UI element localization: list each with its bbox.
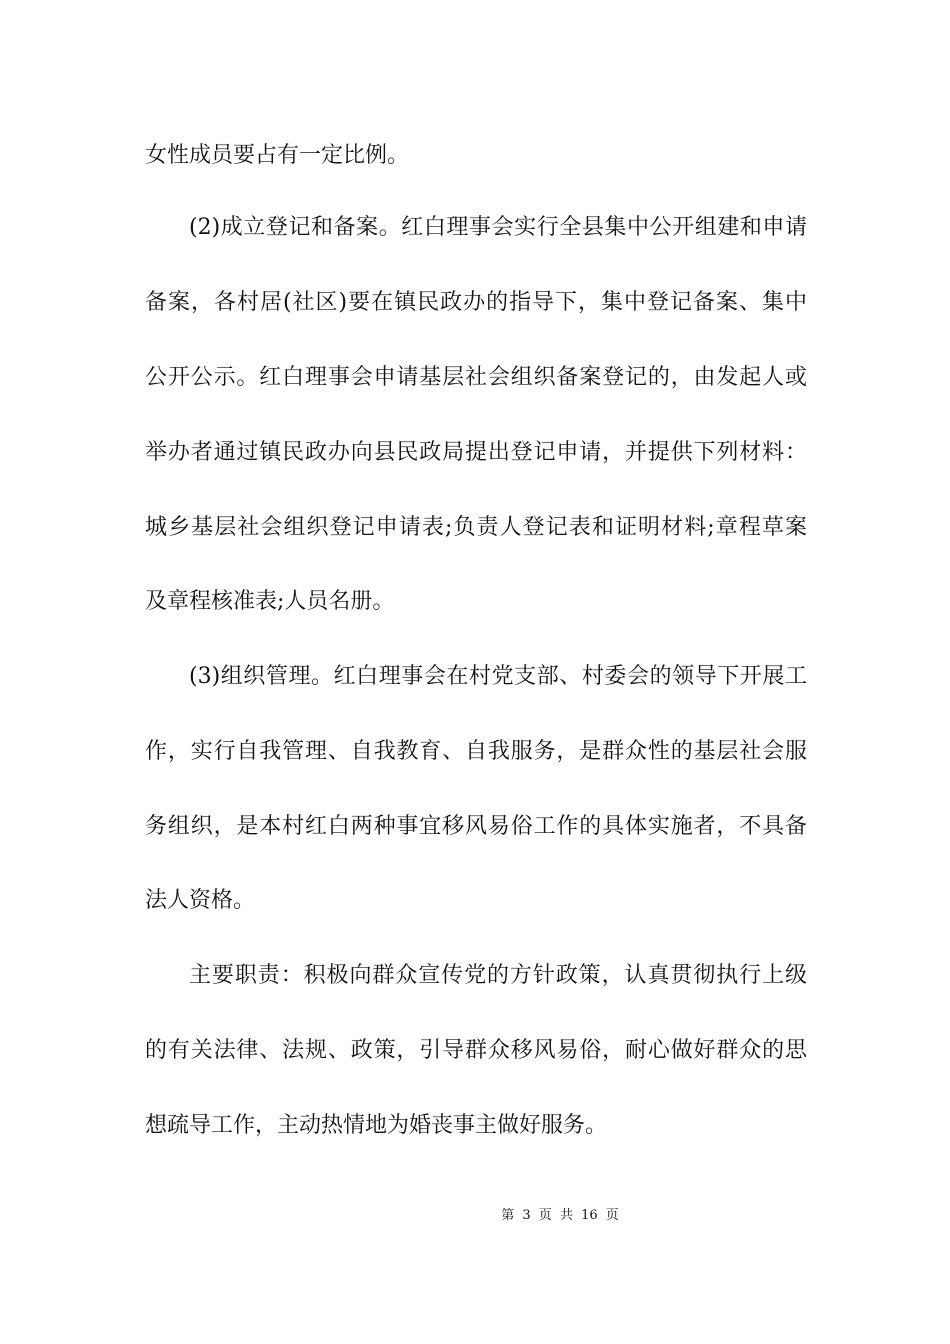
current-page-number: 3: [522, 1208, 531, 1223]
footer-suffix: 页: [605, 1208, 619, 1223]
footer-total-word: 共: [559, 1208, 573, 1223]
page-footer: [0, 1207, 950, 1225]
text-line: 法人资格。: [145, 888, 256, 913]
text-line: 女性成员要占有一定比例。: [145, 143, 410, 168]
text-line: (3)组织管理。红白理事会在村党支部、村委会的领导下开展工: [189, 664, 807, 689]
footer-prefix: 第: [501, 1208, 515, 1223]
total-page-count: 16: [581, 1208, 598, 1223]
text-line: 公开公示。红白理事会申请基层社会组织备案登记的，由发起人或: [145, 365, 807, 390]
text-line: 城乡基层社会组织登记申请表;负责人登记表和证明材料;章程草案: [145, 515, 807, 540]
text-line: (2)成立登记和备案。红白理事会实行全县集中公开组建和申请: [189, 215, 807, 240]
text-line: 举办者通过镇民政办向县民政局提出登记申请，并提供下列材料：: [145, 440, 807, 465]
text-line: 务组织，是本村红白两种事宜移风易俗工作的具体实施者，不具备: [145, 814, 807, 839]
text-line: 作，实行自我管理、自我教育、自我服务，是群众性的基层社会服: [145, 739, 807, 764]
text-line: 想疏导工作，主动热情地为婚丧事主做好服务。: [145, 1113, 608, 1138]
text-line: 备案，各村居(社区)要在镇民政办的指导下，集中登记备案、集中: [145, 290, 807, 315]
footer-page-word: 页: [538, 1208, 552, 1223]
text-line: 的有关法律、法规、政策，引导群众移风易俗，耐心做好群众的思: [145, 1038, 807, 1063]
text-line: 主要职责：积极向群众宣传党的方针政策，认真贯彻执行上级: [189, 963, 807, 988]
text-line: 及章程核准表;人员名册。: [145, 589, 395, 614]
